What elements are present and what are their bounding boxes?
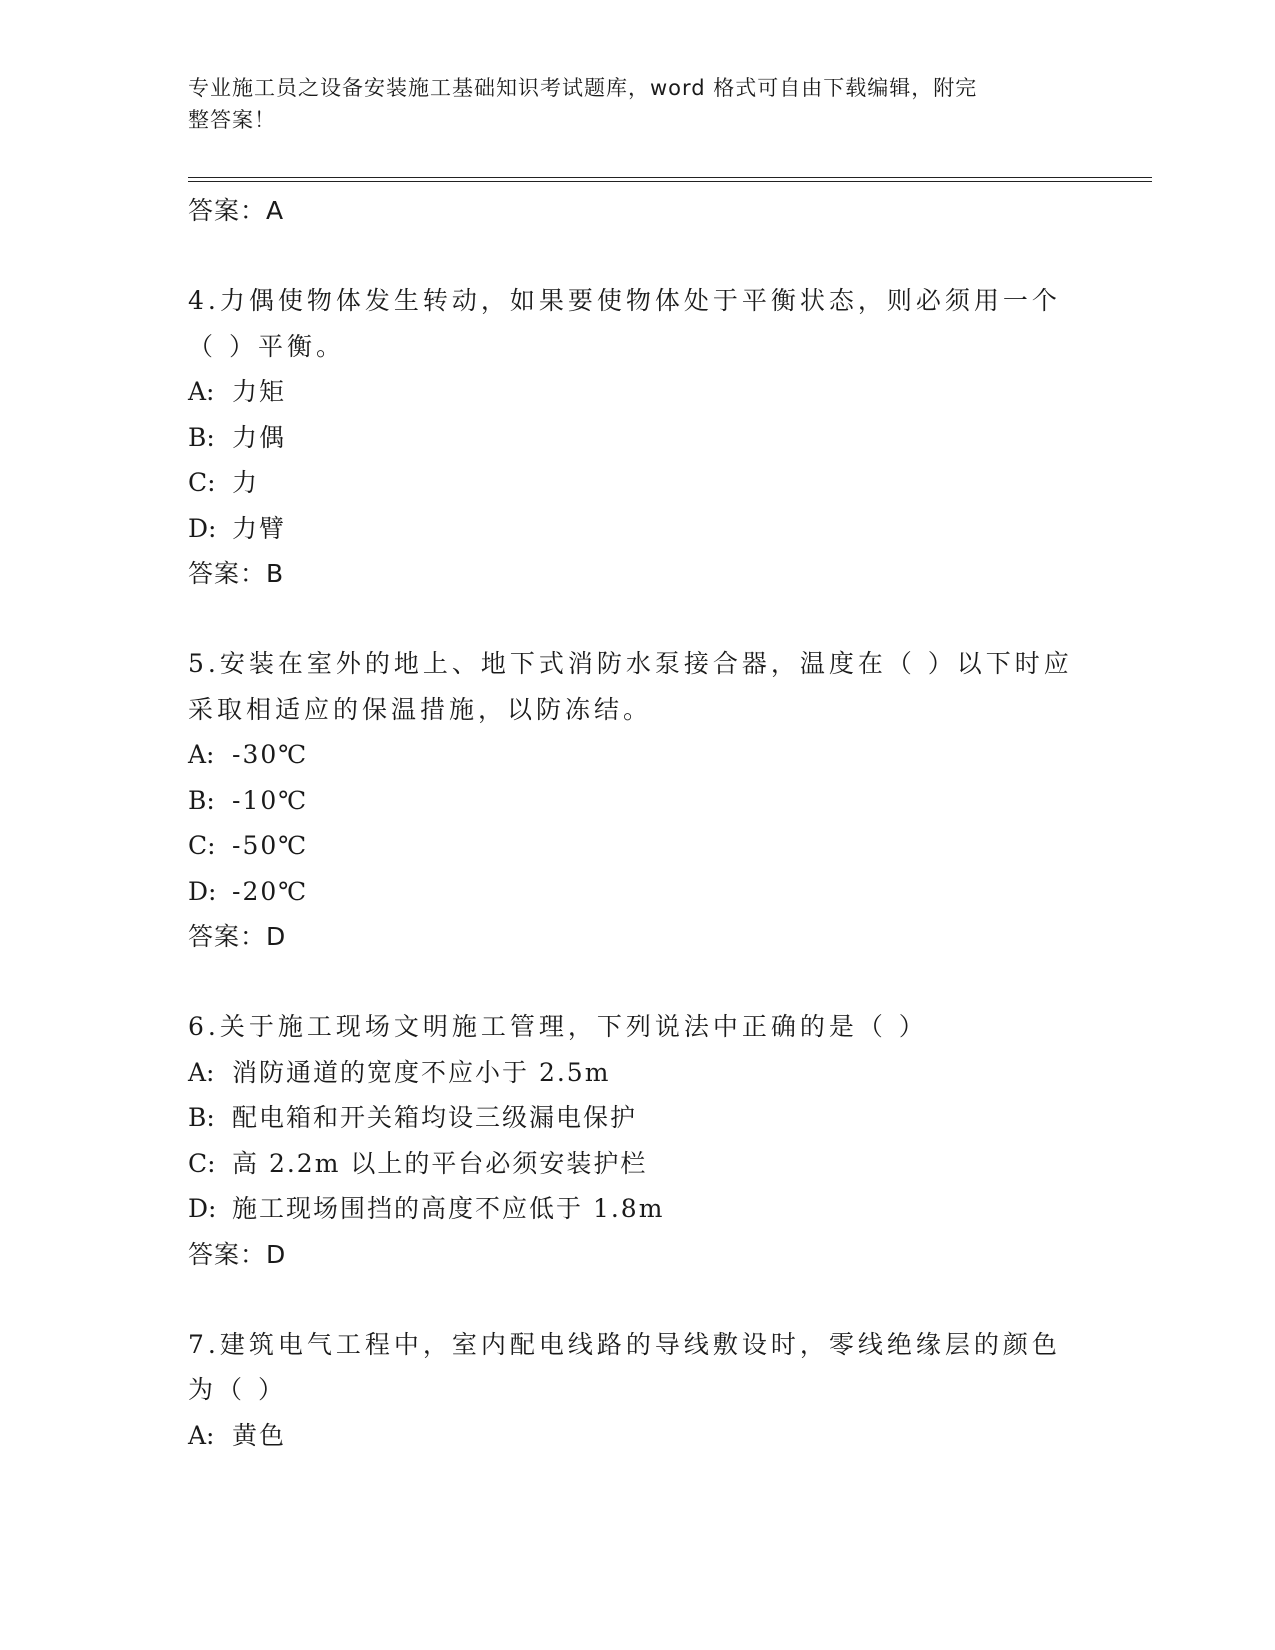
document-header: 专业施工员之设备安装施工基础知识考试题库，word 格式可自由下载编辑，附完 整答案！ [188,76,978,132]
question-list [188,188,1088,1458]
option-row [188,1095,1088,1141]
option-row [188,823,1088,869]
question-text: （ ）平衡。 [188,331,345,361]
question-text: 6.关于施工现场文明施工管理，下列说法中正确的是（ ） [188,1012,928,1041]
question-text: 4.力偶使物体发生转动，如果要使物体处于平衡状态，则必须用一个 [188,286,1061,315]
answer-line: 答案：B [188,559,285,588]
answer-line: 答案：A [188,196,285,225]
option-letter: A: [188,1057,215,1087]
option-row [188,1141,1088,1187]
option-row [188,1413,1088,1459]
option-row [188,369,1088,415]
question-block [188,1322,1088,1459]
option-row [188,460,1088,506]
option-letter: D: [188,1194,217,1223]
answer-line: 答案：D [188,1239,287,1269]
option-letter: B: [188,1103,215,1132]
question-block [188,641,1088,960]
option-row [188,732,1088,778]
option-row [188,506,1088,552]
option-letter: D: [188,513,217,543]
option-row [188,1186,1088,1232]
option-letter: A: [188,377,215,406]
option-letter: C: [188,468,216,497]
option-text: 力矩 [232,377,287,406]
option-letter: D: [188,876,217,906]
question-block [188,278,1088,597]
option-letter: C: [188,1148,216,1178]
header-divider-thin [188,181,1152,182]
option-text: 黄色 [232,1420,287,1450]
option-text: 消防通道的宽度不应小于 2.5m [232,1057,611,1087]
option-text: 力偶 [232,422,287,452]
question-text: 采取相适应的保温措施，以防冻结。 [188,694,653,724]
option-text: 配电箱和开关箱均设三级漏电保护 [232,1103,638,1132]
option-text: -30℃ [232,740,309,769]
option-text: 力臂 [232,513,287,543]
option-text: 施工现场围挡的高度不应低于 1.8m [232,1194,665,1223]
option-row [188,415,1088,461]
header-divider-thick [188,177,1152,178]
option-text: -10℃ [232,785,309,815]
option-row [188,869,1088,915]
option-text: 力 [232,468,260,497]
question-text: 7.建筑电气工程中，室内配电线路的导线敷设时，零线绝缘层的颜色 [188,1329,1061,1359]
question-text: 为（ ） [188,1375,287,1404]
option-letter: C: [188,831,216,860]
option-row [188,778,1088,824]
answer-line: 答案：D [188,922,287,951]
option-letter: A: [188,740,215,769]
option-letter: B: [188,785,215,815]
question-text: 5.安装在室外的地上、地下式消防水泵接合器，温度在（ ）以下时应 [188,649,1073,678]
option-row [188,1050,1088,1096]
option-text: -20℃ [232,876,309,906]
option-letter: B: [188,422,215,452]
option-text: -50℃ [232,831,309,860]
option-text: 高 2.2m 以上的平台必须安装护栏 [232,1148,648,1178]
question-block [188,1004,1088,1278]
option-letter: A: [188,1420,215,1450]
